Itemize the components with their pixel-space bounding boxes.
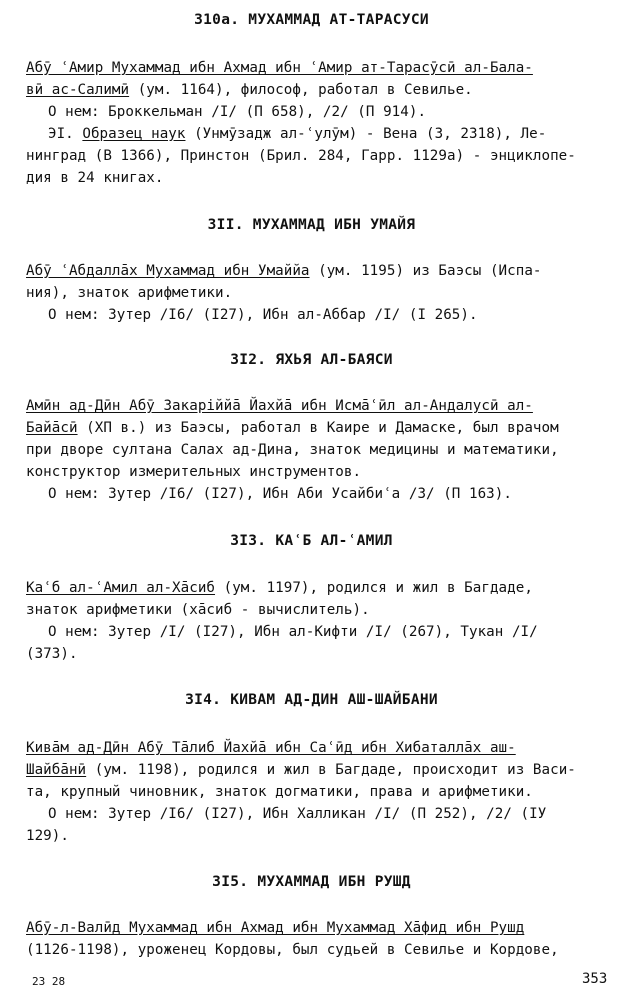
text-line bbox=[26, 170, 606, 186]
text-line bbox=[26, 420, 606, 436]
footer-code: 23 28 bbox=[32, 975, 66, 988]
text-span: конструктор измерительных инструментов. bbox=[26, 464, 362, 480]
text-line bbox=[26, 602, 606, 618]
text-span: О нем: Броккельман /I/ (П 658), /2/ (П 914). bbox=[48, 104, 427, 120]
underlined-name: Байāсӣ bbox=[26, 420, 78, 436]
text-span: нинград (В 1366), Принстон (Брил. 284, Гарр. 1129а) - энциклопе- bbox=[26, 148, 576, 164]
underlined-name: Шайбāнӣ bbox=[26, 762, 87, 778]
underlined-name: Абӯ-л-Валӣд Мухаммад ибн Ахмад ибн Мухаммад Хāфид ибн Рушд bbox=[26, 920, 525, 936]
underlined-name: Абӯ ʿАмир Мухаммад ибн Ахмад ибн ʿАмир ат-Тарасӯсӣ ал-Бала- bbox=[26, 60, 533, 76]
text-line bbox=[26, 646, 606, 662]
text-line bbox=[26, 442, 606, 458]
text-line bbox=[26, 263, 606, 279]
text-line bbox=[26, 148, 606, 164]
section-heading: 3I4. КИВАМ АД-ДИН АШ-ШАЙБАНИ bbox=[185, 692, 438, 708]
text-span: та, крупный чиновник, знаток догматики, права и арифметики. bbox=[26, 784, 533, 800]
underlined-name: вӣ ас-Салимӣ bbox=[26, 82, 130, 98]
text-span: О нем: Зутер /I6/ (I27), Ибн Халликан /I/ (П 252), /2/ (IУ bbox=[48, 806, 547, 822]
section-heading: 3I3. КАʿБ АЛ-ʿАМИЛ bbox=[230, 533, 393, 549]
text-line bbox=[26, 942, 606, 958]
text-span: (373). bbox=[26, 646, 78, 662]
text-line bbox=[26, 828, 606, 844]
underlined-name: Абӯ ʿАбдаллāх Мухаммад ибн Умаййа bbox=[26, 263, 310, 279]
underlined-title: Образец наук bbox=[82, 126, 186, 142]
text-span: (1126-1198), уроженец Кордовы, был судьей в Севилье и Кордове, bbox=[26, 942, 559, 958]
text-line bbox=[26, 920, 606, 936]
text-span: (ум. 1164), философ, работал в Севилье. bbox=[129, 82, 473, 98]
text-line bbox=[48, 486, 623, 502]
underlined-name: Амӣн ад-Дӣн Абӯ Закаріййā Йахйā ибн Исмāʿӣл ал-Андалусӣ ал- bbox=[26, 398, 533, 414]
text-span: (ХП в.) из Баэсы, работал в Каире и Дамаске, был врачом bbox=[77, 420, 559, 436]
section-heading: 3I5. МУХАММАД ИБН РУШД bbox=[212, 874, 411, 890]
text-span: 129). bbox=[26, 828, 69, 844]
text-line bbox=[26, 784, 606, 800]
text-span: (Унмӯзадж ал-ʿулӯм) - Вена (3, 2318), Ле- bbox=[185, 126, 547, 142]
text-span: ЭI. bbox=[48, 126, 83, 142]
text-line bbox=[48, 307, 623, 323]
text-line bbox=[26, 285, 606, 301]
section-heading: 310а. МУХАММАД АТ-ТАРАСУСИ bbox=[194, 12, 429, 28]
text-line bbox=[26, 60, 606, 76]
text-line bbox=[48, 806, 623, 822]
page-number: 353 bbox=[582, 971, 608, 987]
text-span: О нем: Зутер /I6/ (I27), Ибн ал-Аббар /I/ (I 265). bbox=[48, 307, 478, 323]
text-line bbox=[26, 82, 606, 98]
text-span: дия в 24 книгах. bbox=[26, 170, 164, 186]
section-heading: 3II. МУХАММАД ИБН УМАЙЯ bbox=[207, 217, 416, 233]
text-line bbox=[26, 464, 606, 480]
text-span: знаток арифметики (хāсиб - вычислитель). bbox=[26, 602, 370, 618]
text-span: (ум. 1197), родился и жил в Багдаде, bbox=[215, 580, 533, 596]
text-line bbox=[26, 580, 606, 596]
text-line bbox=[26, 740, 606, 756]
section-heading: 3I2. ЯХЬЯ АЛ-БАЯСИ bbox=[230, 352, 393, 368]
text-span: О нем: Зутер /I6/ (I27), Ибн Аби Усайбиʿа /3/ (П 163). bbox=[48, 486, 512, 502]
text-line bbox=[48, 126, 623, 142]
text-line bbox=[26, 398, 606, 414]
text-span: О нем: Зутер /I/ (I27), Ибн ал-Кифти /I/ (267), Тукан /I/ bbox=[48, 624, 538, 640]
text-span: при дворе султана Салах ад-Дина, знаток медицины и математики, bbox=[26, 442, 559, 458]
underlined-name: Кивāм ад-Дӣн Абӯ Тāлиб Йахйā ибн Саʿӣд ибн Хибаталлāх аш- bbox=[26, 740, 516, 756]
text-line bbox=[48, 624, 623, 640]
text-line bbox=[26, 762, 606, 778]
text-line bbox=[48, 104, 623, 120]
underlined-name: Каʿб ал-ʿАмил ал-Хāсиб bbox=[26, 580, 216, 596]
text-span: (ум. 1195) из Баэсы (Испа- bbox=[309, 263, 542, 279]
text-span: ния), знаток арифметики. bbox=[26, 285, 233, 301]
text-span: (ум. 1198), родился и жил в Багдаде, происходит из Васи- bbox=[86, 762, 576, 778]
